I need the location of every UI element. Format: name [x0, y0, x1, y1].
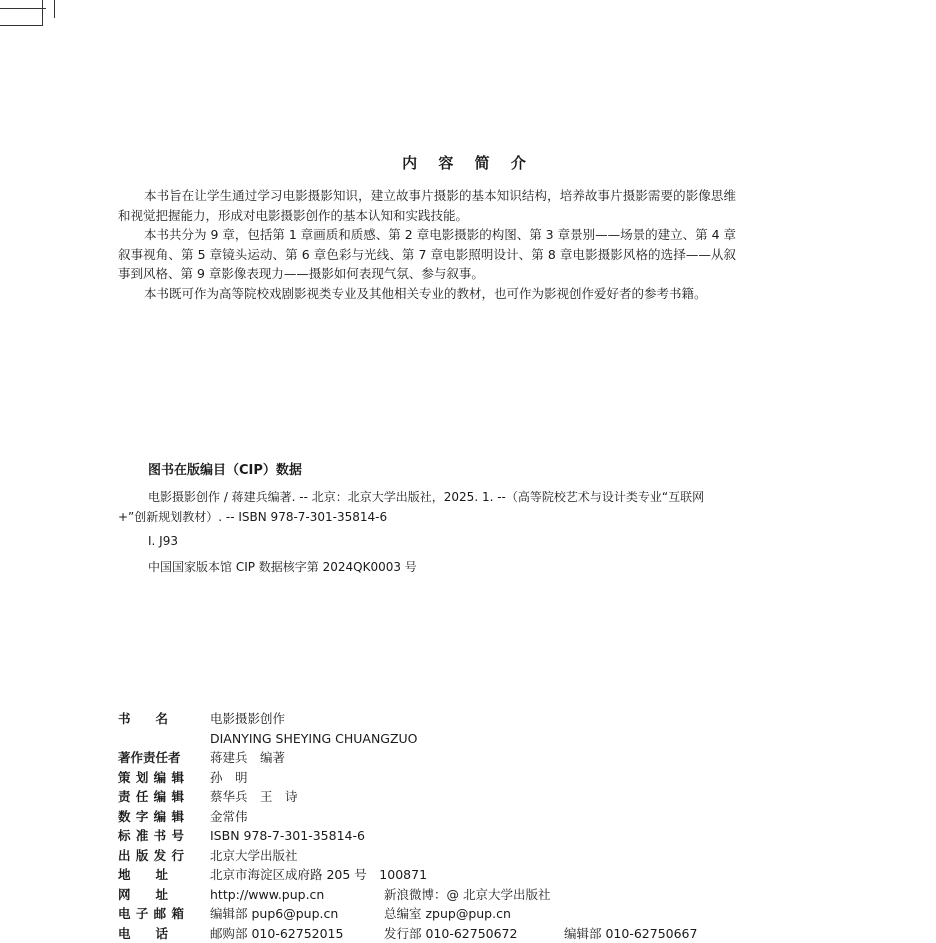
info-row-publisher — [118, 846, 818, 866]
email-general[interactable]: 总编室 zpup@pup.cn — [384, 904, 511, 924]
crop-mark-horizontal-top — [0, 8, 46, 9]
info-row-phone — [118, 924, 818, 943]
intro-paragraph: 本书共分为 9 章，包括第 1 章画质和质感、第 2 章电影摄影的构图、第 3 章景别——场景的建立、第 4 章叙事视角、第 5 章镜头运动、第 6 章色彩与光线、第 7 章电影照明设计、第 8 章电影摄影风格的选择——从叙事到风格、第 9 章影像表现力——摄影如何表现气氛、参与叙事。 — [118, 225, 736, 284]
info-label: 数字编辑 — [118, 807, 184, 827]
cip-record-line: 电影摄影创作 / 蒋建兵编著. -- 北京：北京大学出版社，2025. 1. --（高等院校艺术与设计类专业“互联网 +”创新规划教材）. -- ISBN 978-7-301-35814-6 — [118, 487, 736, 527]
info-label: 电子邮箱 — [118, 904, 184, 924]
phone-distribution: 发行部 010-62750672 — [384, 924, 564, 943]
info-label: 著作责任者 — [118, 748, 210, 768]
book-name: 电影摄影创作 — [210, 709, 285, 729]
responsible-editor: 蔡华兵 王 诗 — [210, 787, 298, 807]
intro-paragraph: 本书既可作为高等院校戏剧影视类专业及其他相关专业的教材，也可作为影视创作爱好者的参考书籍。 — [118, 284, 736, 304]
info-row-website — [118, 885, 818, 905]
info-label: 网 址 — [118, 885, 210, 905]
info-row-email — [118, 904, 818, 924]
info-label: 地 址 — [118, 865, 210, 885]
info-row-address — [118, 865, 818, 885]
info-label: 标准书号 — [118, 826, 184, 846]
cip-heading: 图书在版编目（CIP）数据 — [148, 459, 302, 478]
info-label: 电 话 — [118, 924, 210, 943]
info-row-isbn — [118, 826, 818, 846]
info-label: 书 名 — [118, 709, 210, 729]
info-label: 责任编辑 — [118, 787, 184, 807]
info-row-author — [118, 748, 818, 768]
planning-editor: 孙 明 — [210, 768, 248, 788]
intro-text — [118, 186, 736, 303]
info-label: 出版发行 — [118, 846, 184, 866]
cip-record-number: 中国国家版本馆 CIP 数据核字第 2024QK0003 号 — [118, 557, 736, 577]
info-row-book-name — [118, 709, 818, 729]
author: 蒋建兵 编著 — [210, 748, 285, 768]
info-label: 策划编辑 — [118, 768, 184, 788]
phone-mail: 邮购部 010-62752015 — [210, 924, 384, 943]
cip-classification: Ⅰ. J93 — [118, 531, 736, 551]
weibo: 新浪微博：@ 北京大学出版社 — [384, 885, 550, 905]
info-row-digital-editor — [118, 807, 818, 827]
website-link[interactable]: http://www.pup.cn — [210, 885, 384, 905]
email-editorial[interactable]: 编辑部 pup6@pup.cn — [210, 904, 384, 924]
publisher: 北京大学出版社 — [210, 846, 298, 866]
book-name-pinyin: DIANYING SHEYING CHUANGZUO — [210, 729, 418, 749]
address: 北京市海淀区成府路 205 号 100871 — [210, 865, 427, 885]
intro-title: 内 容 简 介 — [0, 152, 936, 173]
digital-editor: 金常伟 — [210, 807, 248, 827]
cip-data — [118, 487, 736, 581]
isbn: ISBN 978-7-301-35814-6 — [210, 826, 365, 846]
crop-mark-vertical-left — [42, 0, 43, 26]
intro-paragraph: 本书旨在让学生通过学习电影摄影知识，建立故事片摄影的基本知识结构，培养故事片摄影需要的影像思维和视觉把握能力，形成对电影摄影创作的基本认知和实践技能。 — [118, 186, 736, 225]
info-row-planning-editor — [118, 768, 818, 788]
info-row-responsible-editor — [118, 787, 818, 807]
crop-mark-horizontal-bottom — [0, 25, 42, 26]
crop-mark-vertical-right — [54, 0, 55, 18]
publication-info — [118, 709, 818, 943]
phone-editorial: 编辑部 010-62750667 — [564, 924, 697, 943]
info-row-pinyin — [118, 729, 818, 749]
